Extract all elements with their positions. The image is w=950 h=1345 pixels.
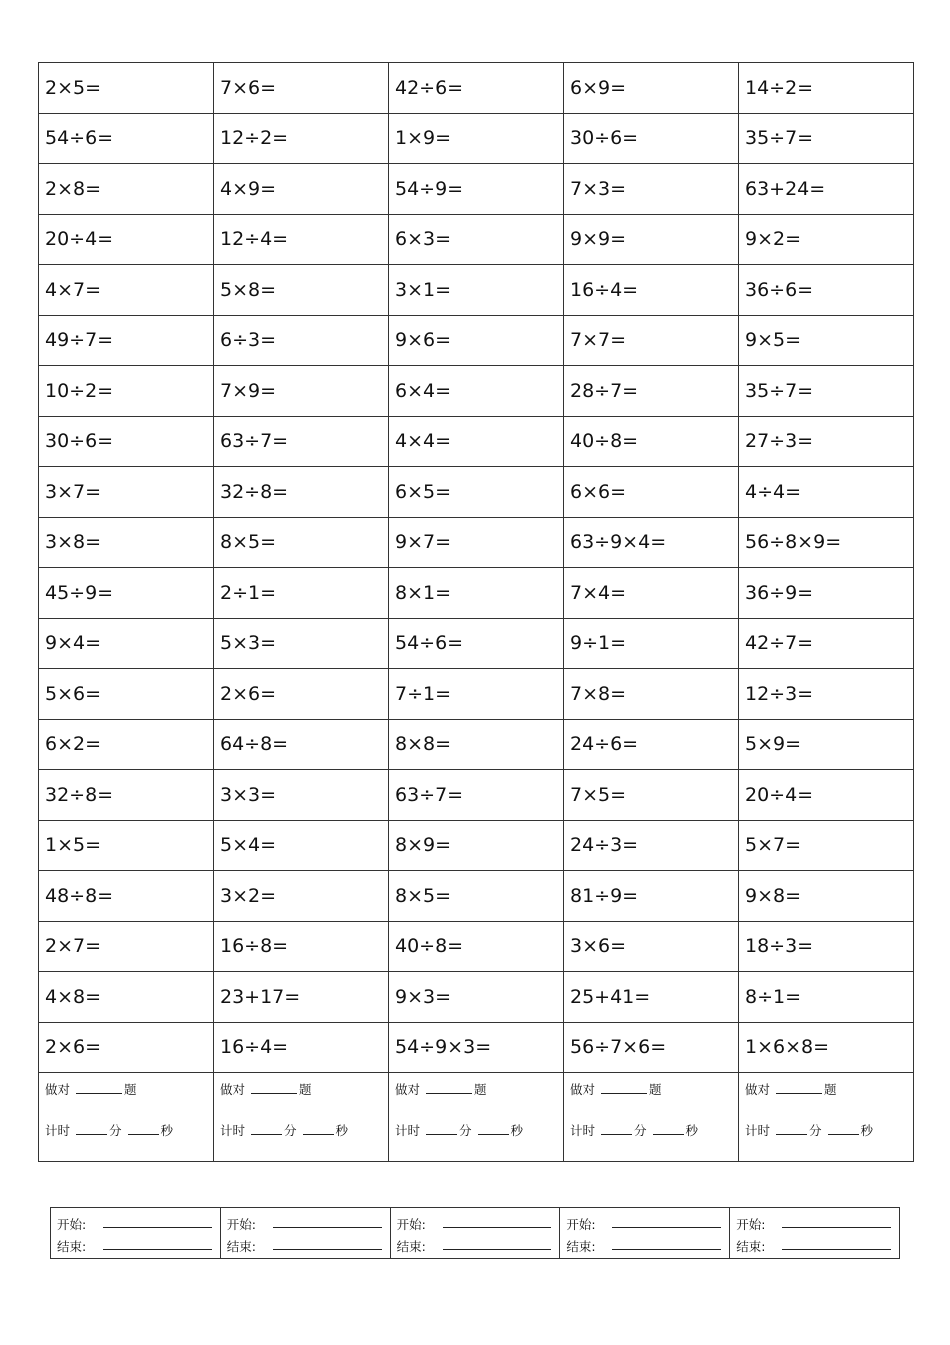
problem-grid xyxy=(38,62,914,1162)
problem-cell: 54÷9= xyxy=(389,164,564,215)
problem-cell: 5×3= xyxy=(214,618,389,669)
problem-cell: 40÷8= xyxy=(389,921,564,972)
problem-cell: 36÷6= xyxy=(739,265,914,316)
start-label: 开始: xyxy=(57,1217,87,1232)
problem-cell: 30÷6= xyxy=(39,416,214,467)
problem-row xyxy=(39,669,914,720)
problem-cell: 16÷8= xyxy=(214,921,389,972)
problem-cell: 16÷4= xyxy=(564,265,739,316)
problem-cell: 81÷9= xyxy=(564,871,739,922)
timer-label: 计时 xyxy=(745,1122,771,1138)
problem-row xyxy=(39,517,914,568)
seconds-label: 秒 xyxy=(510,1122,524,1138)
problem-cell: 4×4= xyxy=(389,416,564,467)
correct-count-line xyxy=(45,1081,213,1097)
problem-cell: 63÷7= xyxy=(214,416,389,467)
minutes-blank[interactable] xyxy=(426,1122,457,1135)
end-line xyxy=(566,1233,723,1255)
timer-line xyxy=(45,1122,213,1138)
end-time-blank[interactable] xyxy=(273,1248,382,1250)
problem-cell: 56÷8×9= xyxy=(739,517,914,568)
minutes-blank[interactable] xyxy=(776,1122,807,1135)
problem-cell: 4×7= xyxy=(39,265,214,316)
start-line xyxy=(397,1211,554,1233)
seconds-label: 秒 xyxy=(860,1122,874,1138)
problem-cell: 8×5= xyxy=(214,517,389,568)
problem-cell: 42÷7= xyxy=(739,618,914,669)
problem-cell: 63÷7= xyxy=(389,770,564,821)
end-time-blank[interactable] xyxy=(103,1248,212,1250)
problem-cell: 1×9= xyxy=(389,113,564,164)
problem-cell: 14÷2= xyxy=(739,63,914,114)
problem-cell: 24÷6= xyxy=(564,719,739,770)
problem-row xyxy=(39,265,914,316)
time-log-cell xyxy=(390,1208,560,1259)
problem-cell: 4×8= xyxy=(39,972,214,1023)
problem-cell: 2×7= xyxy=(39,921,214,972)
end-time-blank[interactable] xyxy=(443,1248,552,1250)
correct-count-blank[interactable] xyxy=(776,1081,822,1094)
problem-row xyxy=(39,820,914,871)
minutes-blank[interactable] xyxy=(251,1122,282,1135)
start-time-blank[interactable] xyxy=(612,1226,721,1228)
problem-cell: 18÷3= xyxy=(739,921,914,972)
problem-cell: 54÷9×3= xyxy=(389,1022,564,1073)
correct-count-line xyxy=(745,1081,913,1097)
problem-cell: 8×9= xyxy=(389,820,564,871)
end-line xyxy=(397,1233,554,1255)
problem-cell: 27÷3= xyxy=(739,416,914,467)
problem-cell: 2×5= xyxy=(39,63,214,114)
correct-label: 做对 xyxy=(45,1082,71,1097)
problem-cell: 9×8= xyxy=(739,871,914,922)
problem-cell: 7×9= xyxy=(214,366,389,417)
problem-cell: 6×9= xyxy=(564,63,739,114)
problem-cell: 28÷7= xyxy=(564,366,739,417)
questions-label: 题 xyxy=(299,1082,312,1097)
problem-cell: 54÷6= xyxy=(389,618,564,669)
problem-row xyxy=(39,1022,914,1073)
end-label: 结束: xyxy=(226,1239,257,1254)
timer-label: 计时 xyxy=(395,1122,421,1138)
problem-grid-body xyxy=(39,63,914,1162)
problem-cell: 48÷8= xyxy=(39,871,214,922)
problem-cell: 5×9= xyxy=(739,719,914,770)
problem-cell: 12÷3= xyxy=(739,669,914,720)
problem-cell: 2×8= xyxy=(39,164,214,215)
problem-row xyxy=(39,568,914,619)
start-time-blank[interactable] xyxy=(782,1226,891,1228)
correct-count-blank[interactable] xyxy=(251,1081,297,1094)
problem-cell: 63÷9×4= xyxy=(564,517,739,568)
problem-cell: 2×6= xyxy=(214,669,389,720)
problem-cell: 54÷6= xyxy=(39,113,214,164)
correct-label: 做对 xyxy=(220,1082,246,1097)
timer-label: 计时 xyxy=(220,1122,246,1138)
end-line xyxy=(736,1233,893,1255)
minutes-label: 分 xyxy=(109,1122,122,1138)
problem-cell: 35÷7= xyxy=(739,113,914,164)
problem-cell: 49÷7= xyxy=(39,315,214,366)
problem-cell: 56÷7×6= xyxy=(564,1022,739,1073)
problem-cell: 8÷1= xyxy=(739,972,914,1023)
end-label: 结束: xyxy=(396,1239,426,1254)
summary-row xyxy=(39,1073,914,1162)
problem-cell: 3×6= xyxy=(564,921,739,972)
seconds-label: 秒 xyxy=(335,1122,349,1138)
problem-cell: 36÷9= xyxy=(739,568,914,619)
minutes-label: 分 xyxy=(809,1122,822,1138)
correct-label: 做对 xyxy=(745,1082,771,1097)
time-log-cell xyxy=(730,1208,900,1259)
timer-line xyxy=(570,1122,738,1138)
problem-row xyxy=(39,719,914,770)
problem-cell: 9÷1= xyxy=(564,618,739,669)
problem-cell: 5×4= xyxy=(214,820,389,871)
problem-cell: 7÷1= xyxy=(389,669,564,720)
time-log-row xyxy=(51,1208,900,1259)
problem-cell: 45÷9= xyxy=(39,568,214,619)
problem-cell: 7×5= xyxy=(564,770,739,821)
start-line xyxy=(736,1211,893,1233)
problem-cell: 9×7= xyxy=(389,517,564,568)
problem-cell: 8×8= xyxy=(389,719,564,770)
end-label: 结束: xyxy=(566,1239,596,1254)
problem-row xyxy=(39,113,914,164)
problem-cell: 10÷2= xyxy=(39,366,214,417)
problem-cell: 9×5= xyxy=(739,315,914,366)
problem-cell: 32÷8= xyxy=(39,770,214,821)
problem-cell: 12÷4= xyxy=(214,214,389,265)
problem-cell: 6×5= xyxy=(389,467,564,518)
problem-cell: 23+17= xyxy=(214,972,389,1023)
problem-row xyxy=(39,972,914,1023)
problem-cell: 5×6= xyxy=(39,669,214,720)
minutes-blank[interactable] xyxy=(76,1122,107,1135)
timer-label: 计时 xyxy=(570,1122,596,1138)
seconds-label: 秒 xyxy=(685,1122,699,1138)
correct-count-blank[interactable] xyxy=(601,1081,647,1094)
correct-count-line xyxy=(220,1081,388,1097)
correct-count-blank[interactable] xyxy=(426,1081,472,1094)
problem-row xyxy=(39,416,914,467)
problem-cell: 7×7= xyxy=(564,315,739,366)
problem-cell: 5×8= xyxy=(214,265,389,316)
problem-cell: 9×6= xyxy=(389,315,564,366)
start-time-blank[interactable] xyxy=(443,1226,552,1228)
start-label: 开始: xyxy=(396,1217,426,1232)
questions-label: 题 xyxy=(124,1082,137,1097)
problem-cell: 3×3= xyxy=(214,770,389,821)
seconds-blank[interactable] xyxy=(828,1122,859,1135)
end-time-blank[interactable] xyxy=(782,1248,891,1250)
correct-label: 做对 xyxy=(570,1082,596,1097)
start-label: 开始: xyxy=(566,1217,596,1232)
problem-cell: 1×6×8= xyxy=(739,1022,914,1073)
problem-cell: 25+41= xyxy=(564,972,739,1023)
seconds-blank[interactable] xyxy=(303,1122,334,1135)
problem-row xyxy=(39,467,914,518)
problem-row xyxy=(39,214,914,265)
questions-label: 题 xyxy=(649,1082,662,1097)
problem-cell: 6×3= xyxy=(389,214,564,265)
start-time-blank[interactable] xyxy=(273,1226,382,1228)
end-label: 结束: xyxy=(736,1239,766,1254)
problem-cell: 30÷6= xyxy=(564,113,739,164)
problem-cell: 16÷4= xyxy=(214,1022,389,1073)
problem-row xyxy=(39,366,914,417)
seconds-blank[interactable] xyxy=(478,1122,509,1135)
problem-cell: 4×9= xyxy=(214,164,389,215)
problem-cell: 32÷8= xyxy=(214,467,389,518)
start-line xyxy=(227,1211,384,1233)
problem-cell: 4÷4= xyxy=(739,467,914,518)
problem-cell: 42÷6= xyxy=(389,63,564,114)
correct-label: 做对 xyxy=(395,1082,421,1097)
problem-cell: 7×8= xyxy=(564,669,739,720)
start-label: 开始: xyxy=(226,1217,257,1232)
problem-cell: 9×4= xyxy=(39,618,214,669)
problem-cell: 1×5= xyxy=(39,820,214,871)
summary-cell xyxy=(564,1073,739,1162)
problem-cell: 63+24= xyxy=(739,164,914,215)
timer-label: 计时 xyxy=(45,1122,71,1138)
correct-count-line xyxy=(570,1081,738,1097)
time-log-table xyxy=(50,1207,900,1259)
end-line xyxy=(227,1233,384,1255)
timer-line xyxy=(395,1122,563,1138)
summary-cell xyxy=(739,1073,914,1162)
problem-row xyxy=(39,618,914,669)
problem-row xyxy=(39,164,914,215)
start-time-blank[interactable] xyxy=(103,1226,212,1228)
problem-cell: 7×3= xyxy=(564,164,739,215)
time-log-cell xyxy=(220,1208,390,1259)
problem-cell: 64÷8= xyxy=(214,719,389,770)
problem-cell: 24÷3= xyxy=(564,820,739,871)
seconds-blank[interactable] xyxy=(128,1122,159,1135)
end-label: 结束: xyxy=(57,1239,87,1254)
problem-row xyxy=(39,63,914,114)
problem-cell: 35÷7= xyxy=(739,366,914,417)
problem-row xyxy=(39,770,914,821)
problem-cell: 12÷2= xyxy=(214,113,389,164)
end-line xyxy=(57,1233,214,1255)
problem-cell: 2×6= xyxy=(39,1022,214,1073)
problem-cell: 20÷4= xyxy=(39,214,214,265)
problem-cell: 9×3= xyxy=(389,972,564,1023)
summary-cell xyxy=(214,1073,389,1162)
problem-cell: 20÷4= xyxy=(739,770,914,821)
problem-cell: 6×4= xyxy=(389,366,564,417)
time-log-cell xyxy=(51,1208,221,1259)
problem-cell: 6×2= xyxy=(39,719,214,770)
start-label: 开始: xyxy=(736,1217,766,1232)
seconds-blank[interactable] xyxy=(653,1122,684,1135)
end-time-blank[interactable] xyxy=(612,1248,721,1250)
problem-cell: 9×2= xyxy=(739,214,914,265)
questions-label: 题 xyxy=(824,1082,837,1097)
time-log-cell xyxy=(560,1208,730,1259)
problem-cell: 7×6= xyxy=(214,63,389,114)
problem-cell: 3×2= xyxy=(214,871,389,922)
timer-line xyxy=(220,1122,388,1138)
problem-row xyxy=(39,315,914,366)
problem-cell: 7×4= xyxy=(564,568,739,619)
problem-cell: 2÷1= xyxy=(214,568,389,619)
questions-label: 题 xyxy=(474,1082,487,1097)
correct-count-blank[interactable] xyxy=(76,1081,122,1094)
problem-cell: 3×1= xyxy=(389,265,564,316)
minutes-blank[interactable] xyxy=(601,1122,632,1135)
problem-cell: 3×8= xyxy=(39,517,214,568)
minutes-label: 分 xyxy=(634,1122,647,1138)
problem-cell: 6×6= xyxy=(564,467,739,518)
problem-cell: 6÷3= xyxy=(214,315,389,366)
problem-cell: 8×5= xyxy=(389,871,564,922)
problem-cell: 8×1= xyxy=(389,568,564,619)
seconds-label: 秒 xyxy=(160,1122,174,1138)
summary-cell xyxy=(39,1073,214,1162)
problem-cell: 3×7= xyxy=(39,467,214,518)
start-line xyxy=(566,1211,723,1233)
problem-row xyxy=(39,921,914,972)
start-line xyxy=(57,1211,214,1233)
problem-cell: 5×7= xyxy=(739,820,914,871)
problem-cell: 40÷8= xyxy=(564,416,739,467)
correct-count-line xyxy=(395,1081,563,1097)
minutes-label: 分 xyxy=(459,1122,472,1138)
problem-row xyxy=(39,871,914,922)
minutes-label: 分 xyxy=(284,1122,297,1138)
problem-cell: 9×9= xyxy=(564,214,739,265)
timer-line xyxy=(745,1122,913,1138)
summary-cell xyxy=(389,1073,564,1162)
